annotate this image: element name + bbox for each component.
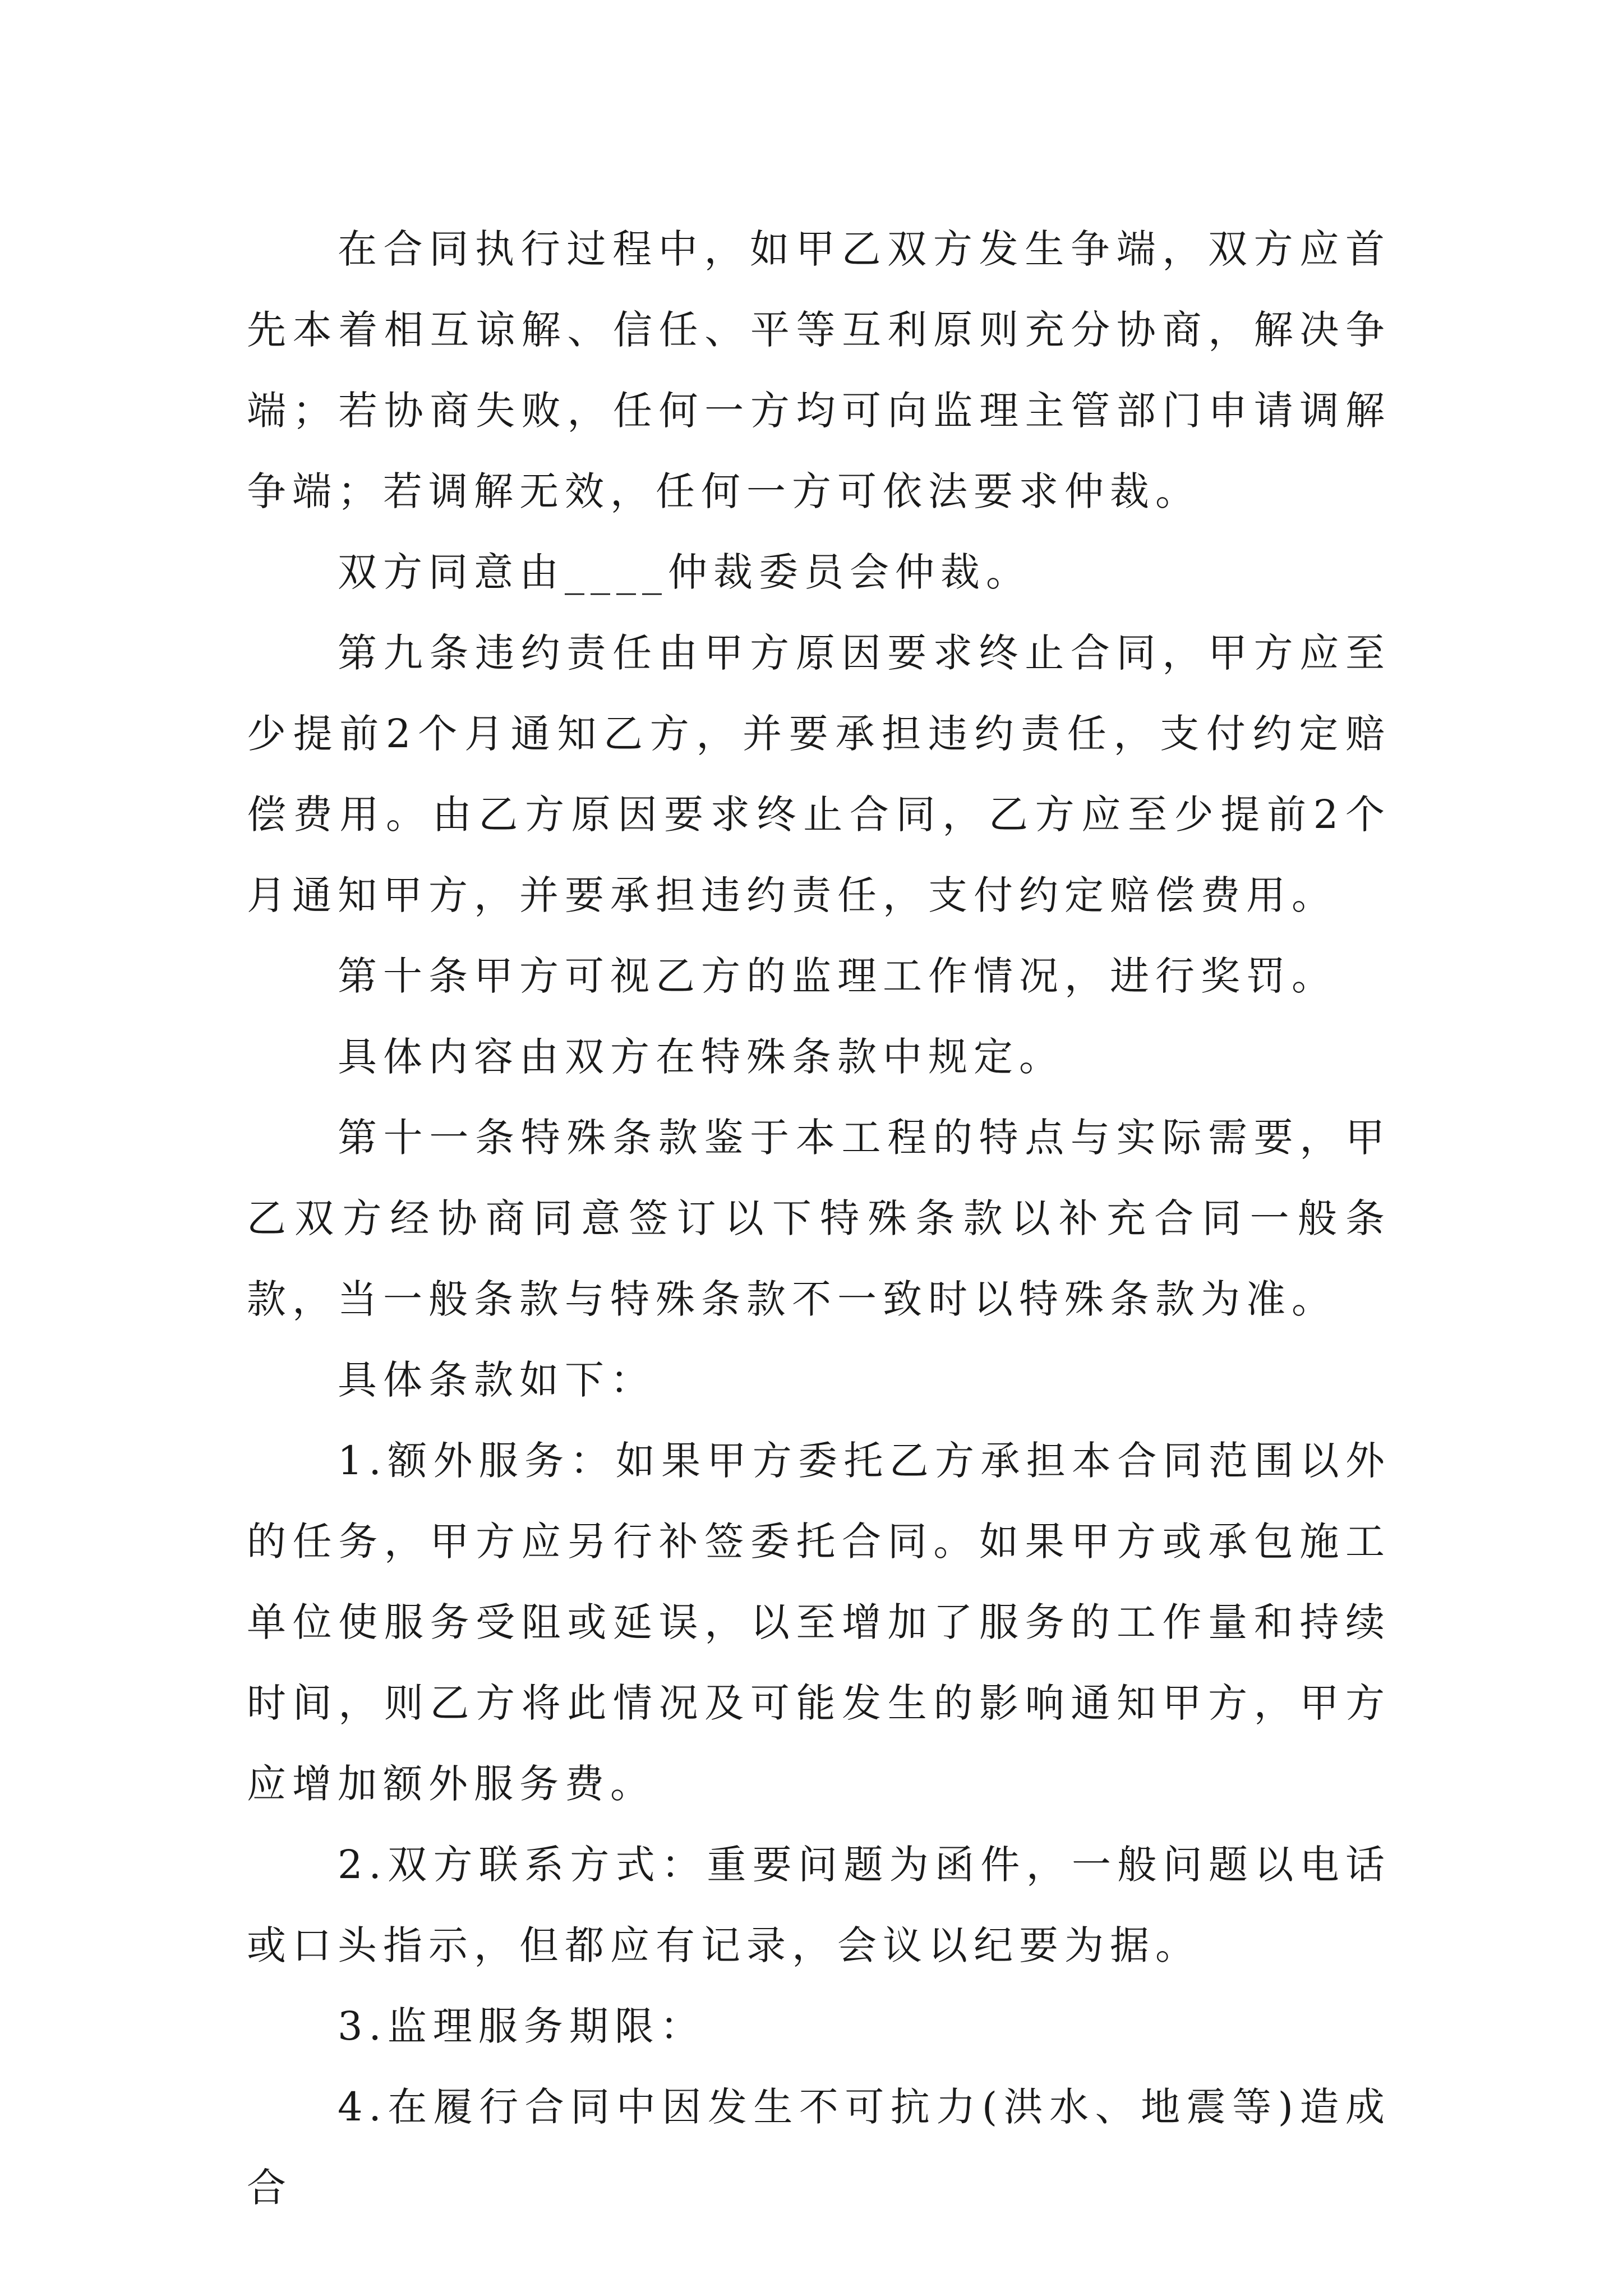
paragraph-item-1-extra-services: 1.额外服务：如果甲方委托乙方承担本合同范围以外的任务，甲方应另行补签委托合同。如果甲方或承包施工单位使服务受阻或延误，以至增加了服务的工作量和持续时间，则乙方将此情况及可能发生的影响通知甲方，甲方应增加额外服务费。 bbox=[247, 1438, 1391, 1807]
paragraph-dispute-resolution: 在合同执行过程中，如甲乙双方发生争端，双方应首先本着相互谅解、信任、平等互利原则充分协商，解决争端；若协商失败，任何一方均可向监理主管部门申请调解争端；若调解无效，任何一方可依法要求仲裁。 bbox=[247, 226, 1391, 514]
paragraph-article-10-rewards: 第十条甲方可视乙方的监理工作情况，进行奖罚。 bbox=[338, 953, 1337, 999]
paragraph-special-terms-reference: 具体内容由双方在特殊条款中规定。 bbox=[338, 1034, 1064, 1080]
paragraph-arbitration-committee: 双方同意由____仲裁委员会仲裁。 bbox=[338, 549, 1031, 595]
paragraph-terms-intro: 具体条款如下： bbox=[338, 1357, 656, 1403]
paragraph-item-2-contact: 2.双方联系方式：重要问题为函件，一般问题以电话或口头指示，但都应有记录，会议以纪要为据。 bbox=[247, 1842, 1391, 1968]
paragraph-article-11-special-terms: 第十一条特殊条款鉴于本工程的特点与实际需要，甲乙双方经协商同意签订以下特殊条款以补充合同一般条款，当一般条款与特殊条款不一致时以特殊条款为准。 bbox=[247, 1115, 1391, 1322]
document-body bbox=[247, 209, 1391, 2228]
paragraph-item-4-force-majeure: 4.在履行合同中因发生不可抗力(洪水、地震等)造成合 bbox=[247, 2084, 1391, 2211]
paragraph-item-3-service-period: 3.监理服务期限： bbox=[338, 2003, 706, 2049]
paragraph-article-9-breach: 第九条违约责任由甲方原因要求终止合同，甲方应至少提前2个月通知乙方，并要承担违约责任，支付约定赔偿费用。由乙方原因要求终止合同，乙方应至少提前2个月通知甲方，并要承担违约责任，支付约定赔偿费用。 bbox=[247, 630, 1391, 918]
